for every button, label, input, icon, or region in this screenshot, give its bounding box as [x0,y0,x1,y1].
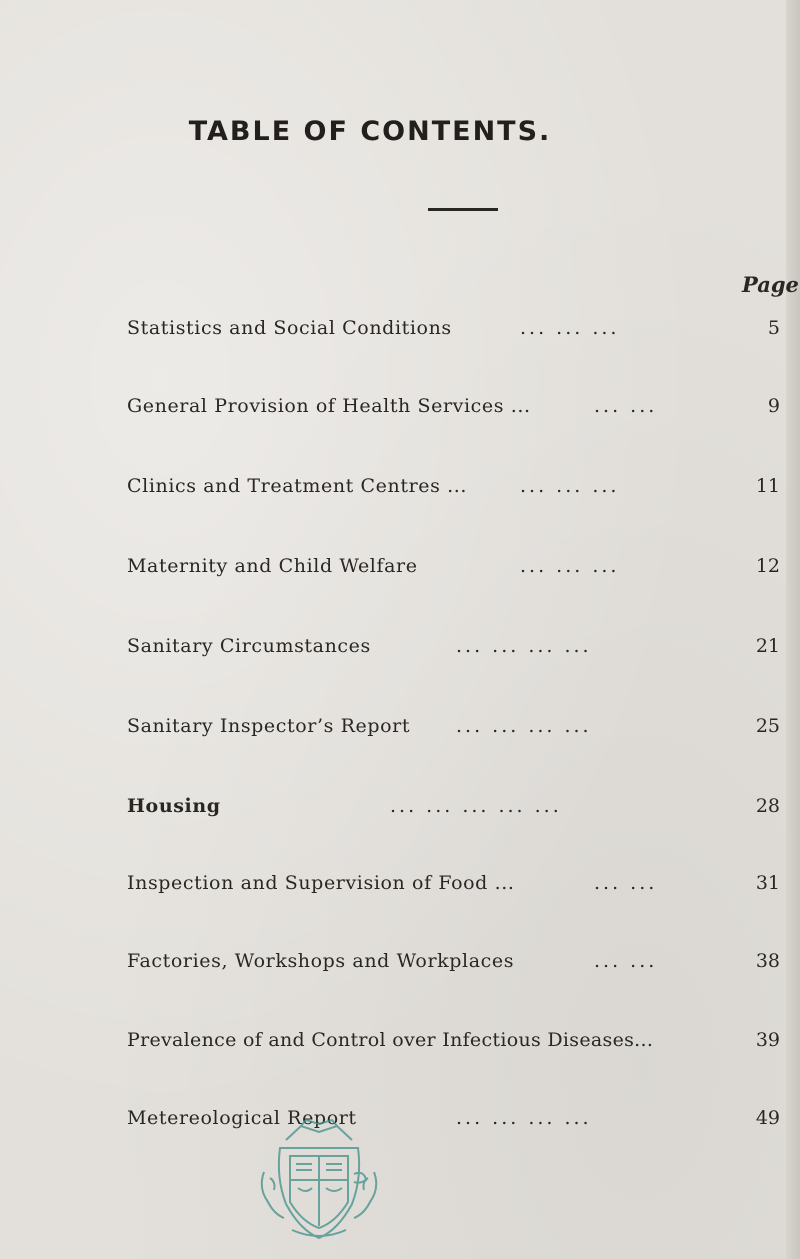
toc-entry-title: Maternity and Child Welfare [127,555,418,577]
page-column-header: Page [742,272,799,297]
toc-entry [0,950,800,980]
toc-entry-page: 49 [755,1107,780,1129]
toc-entry-title: Factories, Workshops and Workplaces [127,950,515,972]
toc-entry-leader: ... ... ... ... [456,715,592,737]
toc-entry-page: 9 [767,395,780,417]
toc-entry-title: General Provision of Health Services ... [127,395,531,417]
toc-entry-page: 5 [767,317,780,339]
toc-entry-page: 31 [755,872,780,894]
page-title: TABLE OF CONTENTS. [188,116,552,147]
toc-entry-page: 21 [755,635,780,657]
title-divider [428,208,498,211]
toc-entry-title: Inspection and Supervision of Food ... [127,872,515,894]
toc-entry-page: 39 [755,1029,780,1051]
toc-entry-title: Sanitary Circumstances [127,635,371,657]
toc-entry [0,555,800,585]
toc-entry-leader: ... ... ... [520,317,620,339]
toc-entry-leader: ... ... ... [520,475,620,497]
toc-entry-title: Housing [127,795,221,817]
toc-entry [0,715,800,745]
toc-entry-title: Metereological Report [127,1107,357,1129]
toc-entry-title: Prevalence of and Control over Infectious Diseases... [127,1029,654,1051]
toc-entry-page: 11 [755,475,780,497]
toc-entry [0,872,800,902]
toc-entry [0,395,800,425]
toc-entry-leader: ... ... ... ... [456,1107,592,1129]
toc-entry-page: 25 [755,715,780,737]
toc-entry [0,1029,800,1059]
toc-entry [0,795,800,825]
toc-entry-leader: ... ... [594,872,658,894]
toc-entry-leader: ... ... ... ... ... [390,795,562,817]
toc-entry-title: Statistics and Social Conditions [127,317,452,339]
toc-entry-title: Clinics and Treatment Centres ... [127,475,468,497]
toc-entry-leader: ... ... ... ... [456,635,592,657]
page-edge [786,0,800,1259]
toc-entry-page: 38 [755,950,780,972]
toc-entry-page: 28 [755,795,780,817]
toc-entry-leader: ... ... [594,395,658,417]
toc-entry [0,317,800,347]
toc-entry-leader: ... ... ... [520,555,620,577]
toc-entry-page: 12 [755,555,780,577]
toc-entry-title: Sanitary Inspector’s Report [127,715,411,737]
toc-entry [0,475,800,505]
toc-entry-leader: ... ... [594,950,658,972]
toc-entry [0,635,800,665]
library-stamp-seal [256,1118,382,1242]
toc-entry [0,1107,800,1137]
